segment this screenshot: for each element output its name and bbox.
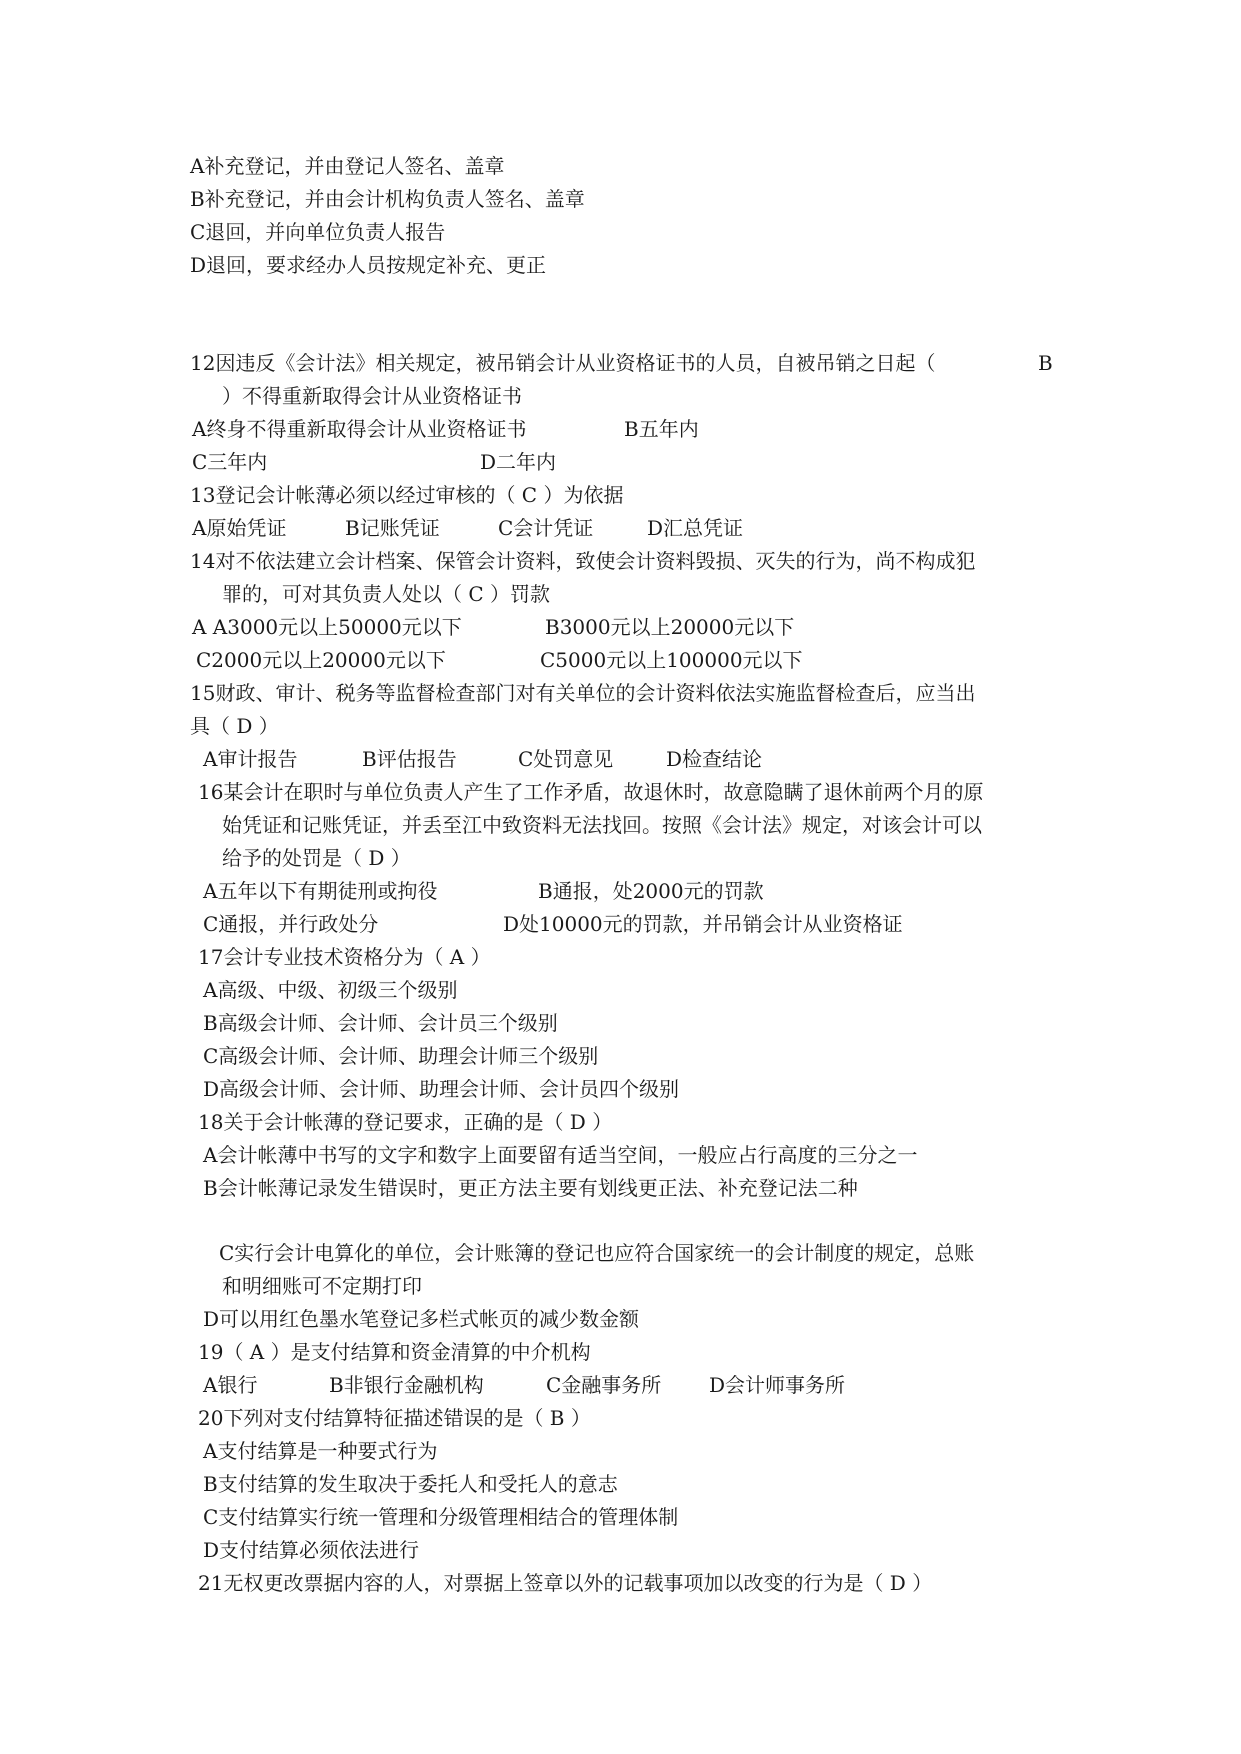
question-16-cont: 始凭证和记账凭证，并丢至江中致资料无法找回。按照《会计法》规定，对该会计可以 xyxy=(222,813,982,837)
question-15: 15财政、审计、税务等监督检查部门对有关单位的会计资料依法实施监督检查后，应当出 xyxy=(190,681,976,705)
option-d: D支付结算必须依法进行 xyxy=(203,1538,420,1562)
option-d: D会计师事务所 xyxy=(709,1373,846,1397)
option-line: D退回，要求经办人员按规定补充、更正 xyxy=(190,253,547,277)
option-a: A支付结算是一种要式行为 xyxy=(203,1439,438,1463)
option-a: A A3000元以上50000元以下 xyxy=(192,615,462,639)
question-12-cont: ）不得重新取得会计从业资格证书 xyxy=(222,384,522,408)
option-a: A终身不得重新取得会计从业资格证书 xyxy=(192,417,527,441)
answer-12: B xyxy=(1038,351,1053,375)
option-b: B通报，处2000元的罚款 xyxy=(538,879,764,903)
option-line: B补充登记，并由会计机构负责人签名、盖章 xyxy=(190,187,585,211)
question-20: 20下列对支付结算特征描述错误的是（ B ） xyxy=(198,1406,591,1430)
option-c-cont: 和明细账可不定期打印 xyxy=(222,1274,422,1298)
option-a: A五年以下有期徒刑或拘役 xyxy=(203,879,438,903)
option-b: B高级会计师、会计师、会计员三个级别 xyxy=(203,1011,558,1035)
option-d: D处10000元的罚款，并吊销会计从业资格证 xyxy=(503,912,903,936)
option-c: C会计凭证 xyxy=(498,516,594,540)
question-16-cont: 给予的处罚是（ D ） xyxy=(222,846,411,870)
option-line: A补充登记，并由登记人签名、盖章 xyxy=(190,154,505,178)
question-21: 21无权更改票据内容的人，对票据上签章以外的记载事项加以改变的行为是（ D ） xyxy=(198,1571,933,1595)
option-b: B3000元以上20000元以下 xyxy=(545,615,795,639)
question-17: 17会计专业技术资格分为（ A ） xyxy=(198,945,491,969)
option-c: C三年内 xyxy=(192,450,268,474)
option-a: A高级、中级、初级三个级别 xyxy=(203,978,458,1002)
option-d: D可以用红色墨水笔登记多栏式帐页的减少数金额 xyxy=(203,1307,640,1331)
option-b: B评估报告 xyxy=(362,747,457,771)
option-a: A会计帐薄中书写的文字和数字上面要留有适当空间，一般应占行高度的三分之一 xyxy=(203,1143,918,1167)
question-12: 12因违反《会计法》相关规定，被吊销会计从业资格证书的人员，自被吊销之日起（ xyxy=(190,351,936,375)
option-line: C退回，并向单位负责人报告 xyxy=(190,220,446,244)
option-d: D汇总凭证 xyxy=(647,516,744,540)
question-18: 18关于会计帐薄的登记要求，正确的是（ D ） xyxy=(198,1110,613,1134)
option-b: B会计帐薄记录发生错误时，更正方法主要有划线更正法、补充登记法二种 xyxy=(203,1176,858,1200)
option-b: B记账凭证 xyxy=(345,516,440,540)
option-c: C实行会计电算化的单位，会计账簿的登记也应符合国家统一的会计制度的规定，总账 xyxy=(219,1241,975,1265)
option-b: B五年内 xyxy=(624,417,699,441)
question-14: 14对不依法建立会计档案、保管会计资料，致使会计资料毁损、灭失的行为，尚不构成犯 xyxy=(190,549,976,573)
option-a: A审计报告 xyxy=(203,747,298,771)
option-c: C通报，并行政处分 xyxy=(203,912,379,936)
option-c: C支付结算实行统一管理和分级管理相结合的管理体制 xyxy=(203,1505,679,1529)
question-13: 13登记会计帐薄必须以经过审核的（ C ）为依据 xyxy=(190,483,624,507)
option-c: C金融事务所 xyxy=(546,1373,662,1397)
option-d: D二年内 xyxy=(480,450,557,474)
question-15-cont: 具（ D ） xyxy=(190,714,279,738)
option-d: D检查结论 xyxy=(666,747,763,771)
option-c: C2000元以上20000元以下 xyxy=(196,648,446,672)
question-16: 16某会计在职时与单位负责人产生了工作矛盾，故退休时，故意隐瞒了退休前两个月的原 xyxy=(198,780,984,804)
option-d: C5000元以上100000元以下 xyxy=(540,648,803,672)
option-a: A银行 xyxy=(203,1373,258,1397)
option-b: B支付结算的发生取决于委托人和受托人的意志 xyxy=(203,1472,618,1496)
option-d: D高级会计师、会计师、助理会计师、会计员四个级别 xyxy=(203,1077,680,1101)
option-c: C高级会计师、会计师、助理会计师三个级别 xyxy=(203,1044,599,1068)
option-c: C处罚意见 xyxy=(518,747,614,771)
question-14-cont: 罪的，可对其负责人处以（ C ）罚款 xyxy=(222,582,551,606)
option-a: A原始凭证 xyxy=(192,516,287,540)
option-b: B非银行金融机构 xyxy=(329,1373,484,1397)
question-19: 19（ A ）是支付结算和资金清算的中介机构 xyxy=(198,1340,591,1364)
